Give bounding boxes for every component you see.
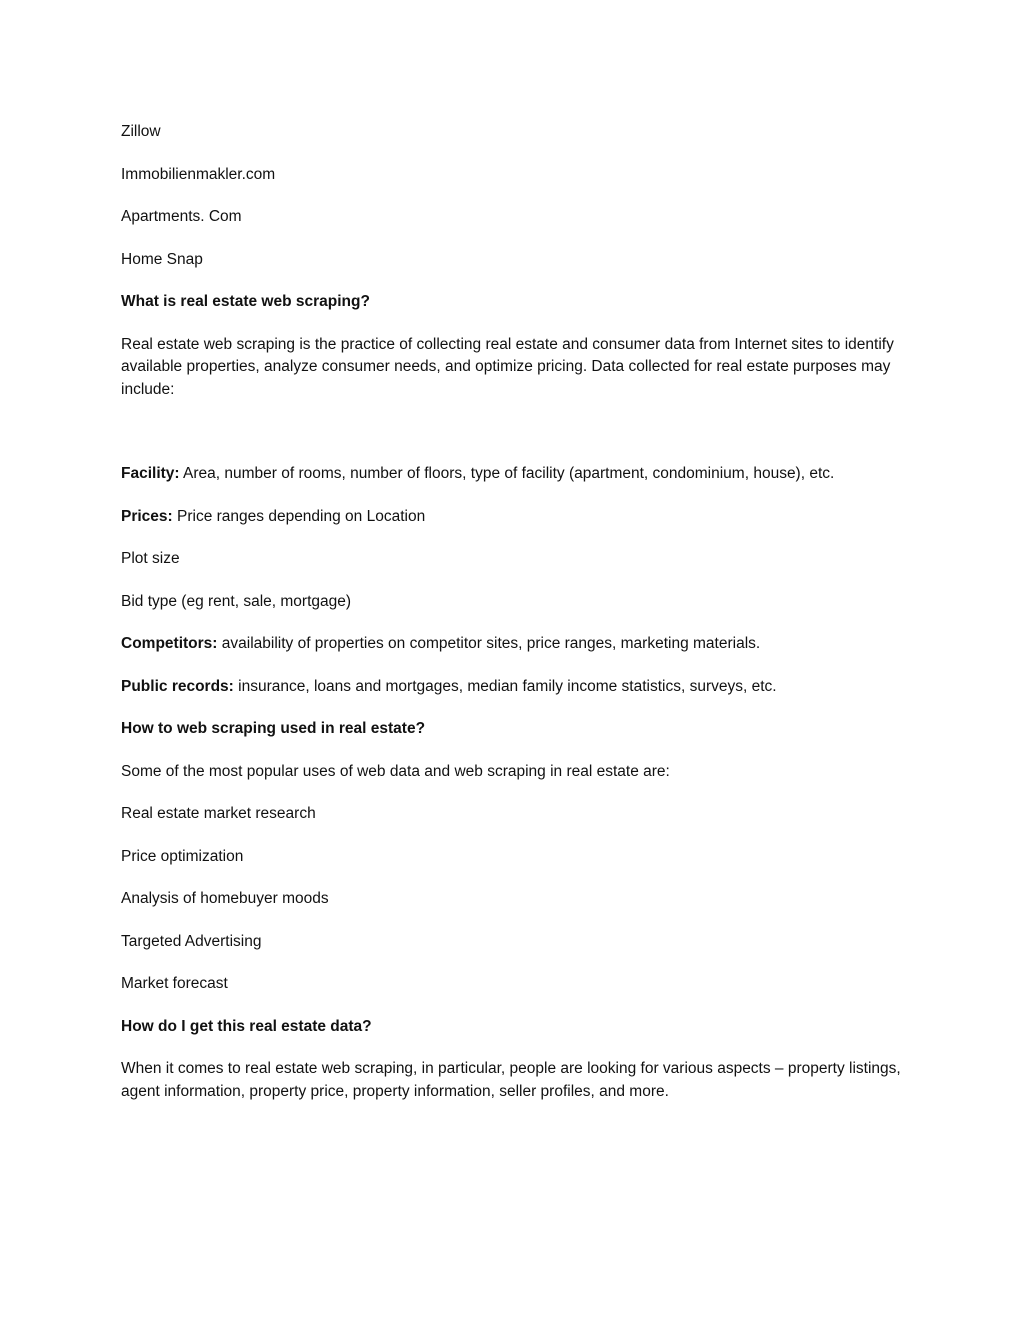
section-paragraph-how-get: When it comes to real estate web scraping, in particular, people are looking for various aspects – property listings, agent information, property price, property information, seller profiles, and more. [121, 1060, 901, 1100]
site-item-homesnap: Home Snap [121, 250, 203, 268]
data-item-text: Area, number of rooms, number of floors, type of facility (apartment, condominium, house), etc. [179, 465, 835, 482]
section-intro-how-used: Some of the most popular uses of web data and web scraping in real estate are: [121, 762, 670, 780]
data-item-public-records [121, 676, 911, 699]
section-heading-what-is: What is real estate web scraping? [121, 293, 370, 310]
use-item: Price optimization [121, 847, 244, 865]
data-item-facility [121, 463, 911, 486]
use-item: Analysis of homebuyer moods [121, 890, 329, 907]
data-item-text: availability of properties on competitor sites, price ranges, marketing materials. [217, 635, 761, 652]
use-item: Real estate market research [121, 805, 316, 822]
use-item: Targeted Advertising [121, 932, 262, 950]
data-item-prices [121, 506, 911, 529]
site-item-zillow: Zillow [121, 123, 161, 140]
site-item-apartments: Apartments. Com [121, 208, 242, 225]
data-item-competitors [121, 633, 911, 656]
section-heading-how-get: How do I get this real estate data? [121, 1017, 372, 1035]
data-item-plot-size: Plot size [121, 550, 180, 567]
document-body [121, 121, 911, 1123]
section-paragraph-what-is: Real estate web scraping is the practice of collecting real estate and consumer data from Internet sites to identify available properties, analyze consumer needs, and optimize pricing. Data collected for real estate purposes may include: [121, 335, 894, 398]
use-item: Market forecast [121, 975, 228, 992]
section-heading-how-used: How to web scraping used in real estate? [121, 720, 426, 737]
data-item-label: Prices: [121, 507, 173, 525]
data-item-bid-type: Bid type (eg rent, sale, mortgage) [121, 592, 352, 610]
data-item-text: insurance, loans and mortgages, median family income statistics, surveys, etc. [233, 677, 777, 695]
data-item-text: Price ranges depending on Location [172, 507, 426, 525]
site-item-immobilienmakler: Immobilienmakler.com [121, 165, 276, 183]
blank-spacer [121, 421, 911, 463]
data-item-label: Public records: [121, 677, 234, 695]
data-item-label: Facility: [121, 465, 180, 482]
data-item-label: Competitors: [121, 635, 218, 652]
